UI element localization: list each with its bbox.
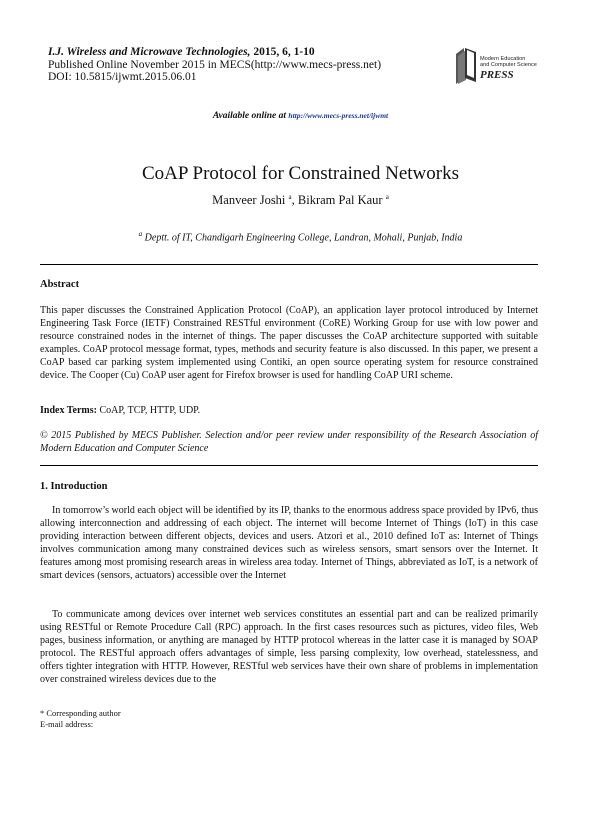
author-separator: , bbox=[291, 193, 298, 208]
logo-press: PRESS bbox=[480, 69, 514, 81]
logo-line2: and Computer Science bbox=[480, 62, 537, 68]
email-address: E-mail address: bbox=[40, 718, 94, 729]
index-terms-text: CoAP, TCP, HTTP, UDP. bbox=[96, 405, 201, 416]
published-line: Published Online November 2015 in MECS(http://www.mecs-press.net) bbox=[48, 58, 382, 71]
available-label: Available online at bbox=[212, 111, 289, 121]
logo-line1: Modern Education bbox=[480, 56, 526, 62]
book-icon bbox=[452, 44, 552, 88]
author-1-sup: a bbox=[288, 193, 292, 201]
journal-name: I.J. Wireless and Microwave Technologies, bbox=[48, 46, 251, 58]
author-1: Manveer Joshi bbox=[212, 193, 289, 208]
index-terms-label: Index Terms: bbox=[40, 405, 97, 416]
abstract-text: This paper discusses the Constrained Application Protocol (CoAP), an application layer protocol introduced by Internet Engineering Task Force (IETF) Constrained RESTful environment (CoRE) Working Group for use with low power and resource constrained nodes in the internet of things. The paper discusses the CoAP architecture supported with suitable examples. CoAP protocol message format, types, methods and security feature is also discussed. In this paper, we present a CoAP based car parking system implemented using Contiki, an open source operating system for resource constrained device. The Cooper (Cu) CoAP user agent for Firefox browser is used for handling CoAP URI scheme. bbox=[40, 305, 538, 381]
journal-url-link[interactable]: http://www.mecs-press.net/ijwmt bbox=[288, 111, 389, 120]
journal-header bbox=[48, 46, 381, 84]
introduction-paragraph-1: In tomorrow’s world each object will be identified by its IP, thanks to the enormous address space provided by IPv6, thus allowing interconnection and addressing of each object. The internet will become Internet of Things (IoT) in this case providing interaction between different objects, devices and users. Atzori et al., 2010 defined IoT as: Internet of Things involves communication among many constrained devices such as wireless sensors, smart sensors over the Internet. It features among most promising research areas in wireless area today. Internet of Things, abbreviated as IoT, is a network of smart devices (sensors, actuators) accessible over the Internet bbox=[40, 505, 538, 581]
abstract-heading: Abstract bbox=[40, 279, 80, 290]
copyright-notice: © 2015 Published by MECS Publisher. Selection and/or peer review under responsibility of the Research Association of Modern Education and Computer Science bbox=[40, 430, 538, 454]
corresponding-author: * Corresponding author bbox=[40, 708, 121, 718]
paper-title: CoAP Protocol for Constrained Networks bbox=[142, 163, 459, 184]
affiliation bbox=[0, 230, 601, 243]
journal-volume: 2015, 6, 1-10 bbox=[250, 46, 315, 58]
available-online bbox=[0, 111, 601, 121]
index-terms bbox=[40, 404, 538, 417]
divider-top bbox=[40, 264, 538, 265]
publisher-logo bbox=[452, 44, 552, 88]
divider-bottom bbox=[40, 465, 538, 466]
author-2-sup: a bbox=[385, 193, 389, 201]
footnote bbox=[40, 708, 121, 729]
author-2: Bikram Pal Kaur bbox=[297, 193, 386, 208]
introduction-heading: 1. Introduction bbox=[40, 481, 108, 492]
affiliation-sup: a bbox=[138, 230, 143, 238]
author-list bbox=[0, 193, 601, 208]
introduction-paragraph-2: To communicate among devices over internet web services constitutes an essential part and can be realized primarily using RESTful or Remote Procedure Call (RPC) approach. In the first cases resources such as pictures, video files, Web pages, business information, or anything are managed by HTTP protocol whereas in the latter case it is managed by SOAP protocol. The RESTful approach offers advantages of simple, less parsing complexity, low overhead, statelessness, and offers tighter integration with HTTP. However, RESTful web services have their own share of problems in implementation over constrained wireless devices due to the bbox=[40, 609, 538, 685]
doi-line: DOI: 10.5815/ijwmt.2015.06.01 bbox=[48, 71, 197, 83]
affiliation-text: Deptt. of IT, Chandigarh Engineering College, Landran, Mohali, Punjab, India bbox=[142, 232, 463, 244]
